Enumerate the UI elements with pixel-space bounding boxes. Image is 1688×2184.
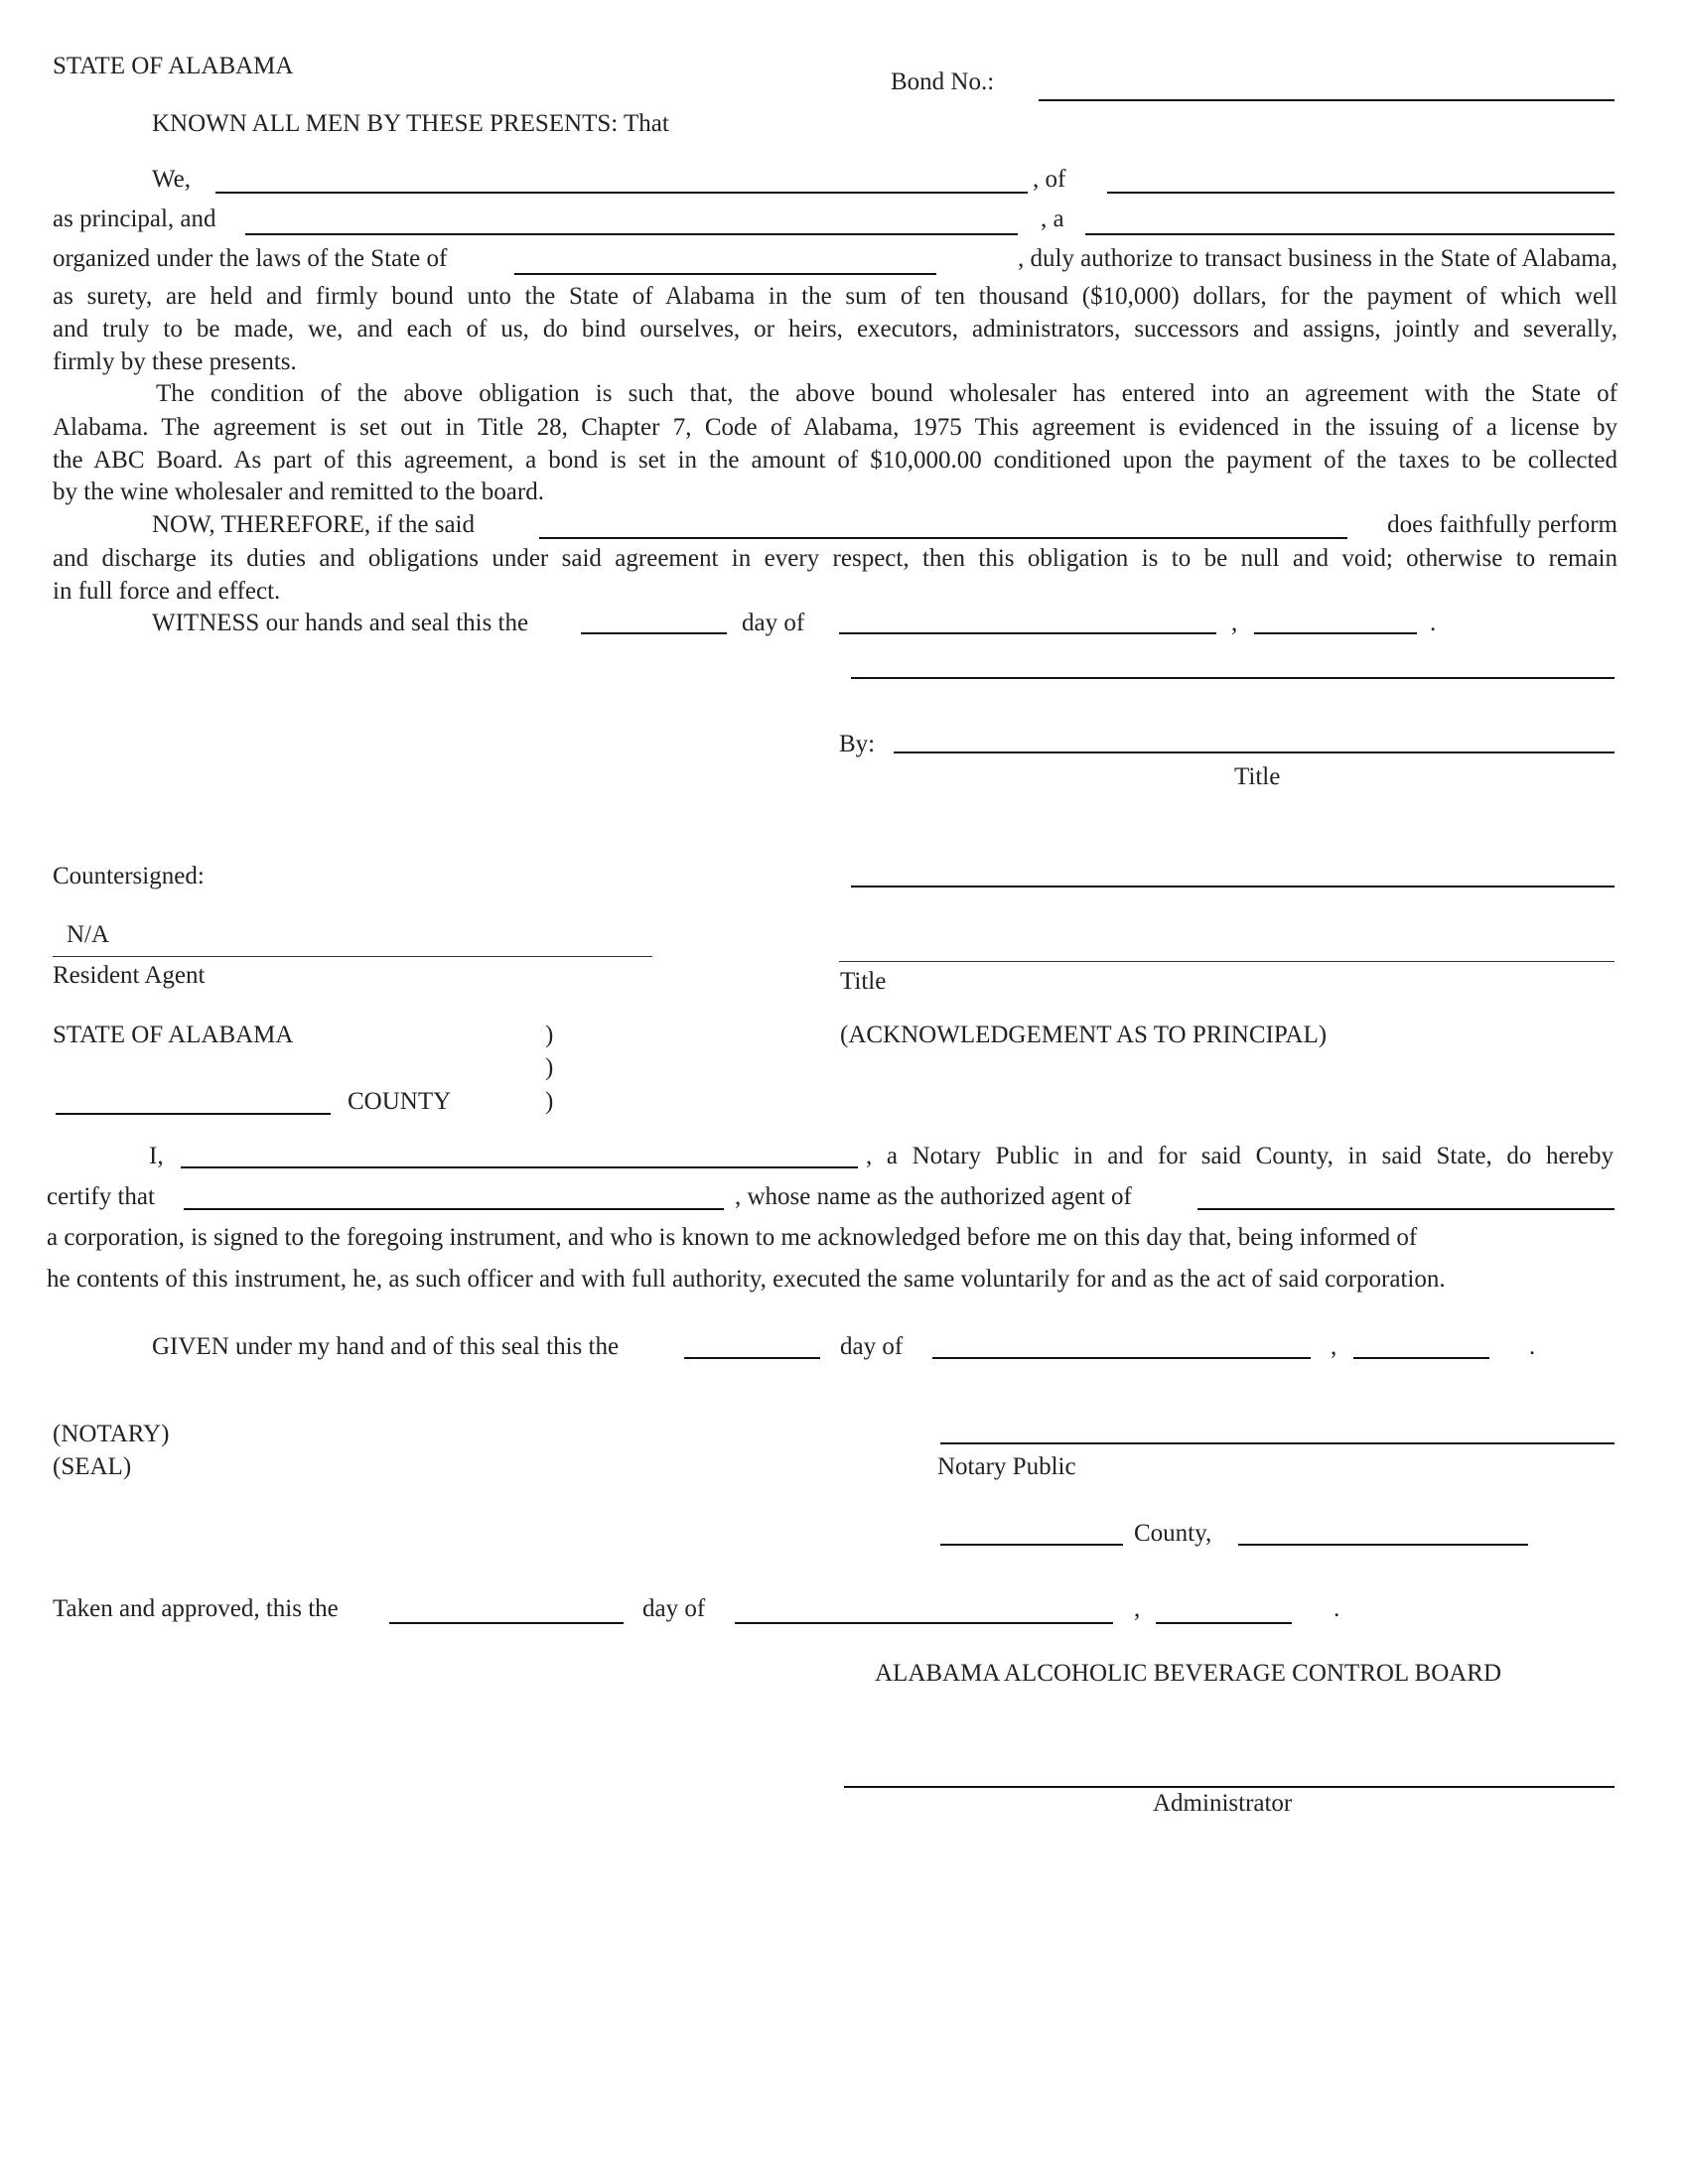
principal-address-field[interactable] [1107, 192, 1615, 194]
para2-line: the ABC Board. As part of this agreement, a bond is set in the amount of $10,000.00 conditioned upon the payment of the taxes to be collected [53, 447, 1618, 474]
we-label: We, [152, 166, 191, 193]
ack-line: a corporation, is signed to the foregoing instrument, and who is known to me acknowledged before me on this day that, being informed of [47, 1224, 1418, 1251]
comma: , [1134, 1595, 1141, 1622]
title-label-2: Title [840, 968, 887, 995]
agent-name-field[interactable] [184, 1208, 724, 1210]
para1-line: firmly by these presents. [53, 348, 297, 375]
county-comma-label: County, [1134, 1520, 1212, 1547]
county-field[interactable] [56, 1113, 331, 1115]
given-label: GIVEN under my hand and of this seal this the [152, 1333, 620, 1360]
bond-no-label: Bond No.: [891, 68, 995, 95]
given-day-of: day of [840, 1333, 904, 1360]
notary-name-field[interactable] [181, 1166, 858, 1168]
countersigned-label: Countersigned: [53, 863, 205, 889]
seal-label: (SEAL) [53, 1453, 132, 1480]
witness-year-field[interactable] [1254, 632, 1417, 634]
witness-month-field[interactable] [839, 632, 1216, 634]
faithfully-perform-text: does faithfully perform [1387, 511, 1618, 538]
para1-line: and truly to be made, we, and each of us, do bind ourselves, or heirs, executors, administrators, successors and assigns, jointly and severally, [53, 316, 1618, 342]
i-label: I, [149, 1143, 164, 1169]
given-day-field[interactable] [684, 1357, 820, 1359]
principal-signature-field[interactable] [851, 677, 1615, 679]
county-label: COUNTY [348, 1088, 452, 1115]
notary-signature-field[interactable] [940, 1442, 1615, 1444]
para1-line: as surety, are held and firmly bound unto the State of Alabama in the sum of ten thousand ($10,000) dollars, for the payment of which well [53, 283, 1618, 310]
certify-label: certify that [47, 1183, 155, 1210]
given-year-field[interactable] [1353, 1357, 1489, 1359]
witness-day-of: day of [742, 610, 805, 636]
organized-label: organized under the laws of the State of [53, 245, 448, 272]
ack-state: STATE OF ALABAMA [53, 1022, 294, 1048]
duly-authorize-text: , duly authorize to transact business in the State of Alabama, [1017, 245, 1618, 272]
period: . [1430, 610, 1437, 636]
state-heading: STATE OF ALABAMA [53, 53, 294, 79]
whose-name-text: , whose name as the authorized agent of [735, 1183, 1132, 1210]
taken-approved-label: Taken and approved, this the [53, 1595, 339, 1622]
bond-no-field[interactable] [1039, 99, 1615, 101]
a-label: , a [1041, 205, 1064, 232]
paren: ) [545, 1088, 554, 1115]
ack-heading: (ACKNOWLEDGEMENT AS TO PRINCIPAL) [840, 1022, 1328, 1048]
paren: ) [545, 1054, 554, 1081]
para2-line: The condition of the above obligation is such that, the above bound wholesaler has entered into an agreement with the State of [156, 380, 1618, 407]
resident-agent-value[interactable]: N/A [67, 921, 110, 948]
surety-name-field[interactable] [245, 233, 1018, 235]
corporation-field[interactable] [1197, 1208, 1615, 1210]
notary-county-field[interactable] [940, 1544, 1123, 1546]
ack-line: he contents of this instrument, he, as such officer and with full authority, executed the same voluntarily for and as the act of said corporation. [47, 1266, 1446, 1293]
notary-public-label: Notary Public [937, 1453, 1076, 1480]
approval-day-field[interactable] [389, 1622, 624, 1624]
by-signature-field[interactable] [894, 751, 1615, 753]
period: . [1529, 1333, 1536, 1360]
surety-state-field[interactable] [514, 273, 936, 275]
witness-label: WITNESS our hands and seal this the [152, 610, 529, 636]
paren: ) [545, 1022, 554, 1048]
notary-state-field[interactable] [1238, 1544, 1528, 1546]
notary-text: , a Notary Public in and for said County, in said State, do hereby [866, 1143, 1614, 1169]
witness-day-field[interactable] [581, 632, 727, 634]
approval-year-field[interactable] [1156, 1622, 1292, 1624]
period: . [1334, 1595, 1340, 1622]
board-name: ALABAMA ALCOHOLIC BEVERAGE CONTROL BOARD [875, 1660, 1502, 1687]
para2-line: by the wine wholesaler and remitted to the board. [53, 478, 544, 505]
now-line: and discharge its duties and obligations under said agreement in every respect, then this obligation is to be null and void; otherwise to remain [53, 545, 1618, 572]
resident-agent-field [53, 956, 652, 957]
now-line: in full force and effect. [53, 578, 281, 605]
wholesaler-name-field[interactable] [539, 537, 1347, 539]
surety-type-field[interactable] [1085, 233, 1615, 235]
given-month-field[interactable] [932, 1357, 1311, 1359]
surety-signature-field[interactable] [851, 886, 1615, 887]
by-label: By: [839, 731, 876, 757]
para2-line: Alabama. The agreement is set out in Title 28, Chapter 7, Code of Alabama, 1975 This agreement is evidenced in the issuing of a license by [53, 414, 1618, 441]
as-principal-label: as principal, and [53, 205, 216, 232]
of-label: , of [1033, 166, 1066, 193]
title-label: Title [1234, 763, 1281, 790]
comma: , [1231, 610, 1238, 636]
principal-name-field[interactable] [215, 192, 1028, 194]
administrator-label: Administrator [1153, 1790, 1293, 1817]
surety-title-field[interactable] [839, 961, 1615, 962]
now-therefore-label: NOW, THEREFORE, if the said [152, 511, 475, 538]
comma: , [1331, 1333, 1337, 1360]
administrator-signature-field[interactable] [844, 1786, 1615, 1788]
known-all-men: KNOWN ALL MEN BY THESE PRESENTS: That [152, 110, 669, 137]
notary-label: (NOTARY) [53, 1421, 170, 1447]
approval-month-field[interactable] [735, 1622, 1113, 1624]
resident-agent-label: Resident Agent [53, 962, 206, 989]
approval-day-of: day of [642, 1595, 706, 1622]
